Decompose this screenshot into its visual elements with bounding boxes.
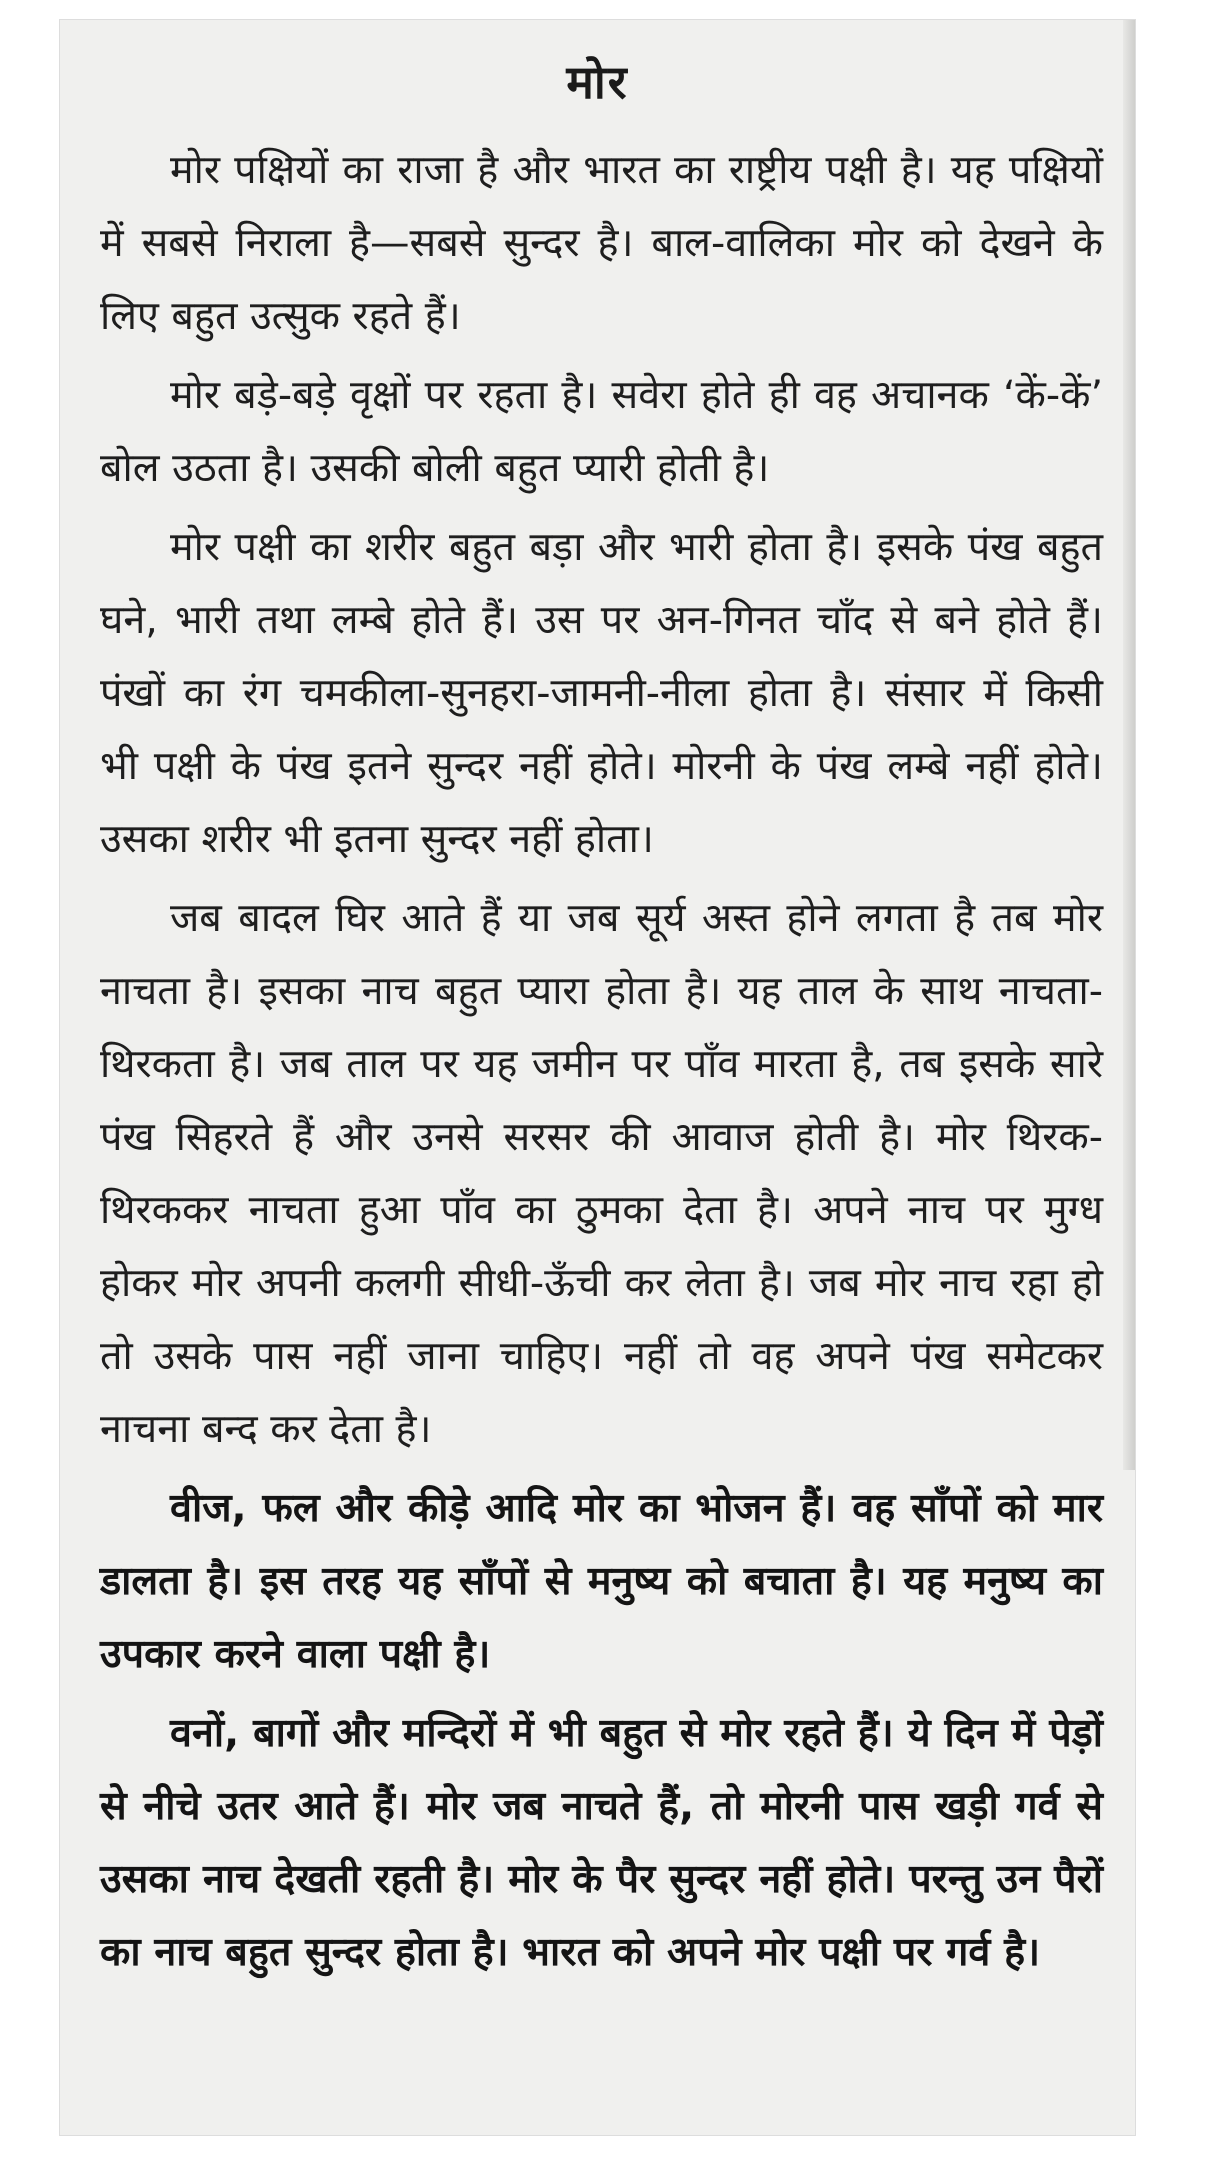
essay-body [60,134,1135,1989]
paragraph-5: वीज, फल और कीड़े आदि मोर का भोजन हैं। वह साँपों को मार डालता है। इस तरह यह साँपों से मनुष्य को बचाता है। यह मनुष्य का उपकार करने वाला पक्षी है। [100,1485,1103,1677]
paragraph-4: जब बादल घिर आते हैं या जब सूर्य अस्त होने लगता है तब मोर नाचता है। इसका नाच बहुत प्यारा होता है। यह ताल के साथ नाचता-थिरकता है। जब ताल पर यह जमीन पर पाँव मारता है, तब इसके सारे पंख सिहरते हैं और उनसे सरसर की आवाज होती है। मोर थिरक-थिरककर नाचता हुआ पाँव का ठुमका देता है। अपने नाच पर मुग्ध होकर मोर अपनी कलगी सीधी-ऊँची कर लेता है। जब मोर नाच रहा हो तो उसके पास नहीं जाना चाहिए। नहीं तो वह अपने पंख समेटकर नाचना बन्द कर देता है। [100,895,1103,1452]
paragraph-6: वनों, बागों और मन्दिरों में भी बहुत से मोर रहते हैं। ये दिन में पेड़ों से नीचे उतर आते हैं। मोर जब नाचते हैं, तो मोरनी पास खड़ी गर्व से उसका नाच देखती रहती है। मोर के पैर सुन्दर नहीं होते। परन्तु उन पैरों का नाच बहुत सुन्दर होता है। भारत को अपने मोर पक्षी पर गर्व है। [100,1710,1103,1975]
paragraph-1: मोर पक्षियों का राजा है और भारत का राष्ट्रीय पक्षी है। यह पक्षियों में सबसे निराला है—सबसे सुन्दर है। बाल-वालिका मोर को देखने के लिए बहुत उत्सुक रहते हैं। [100,147,1103,339]
paragraph-2: मोर बड़े-बड़े वृक्षों पर रहता है। सवेरा होते ही वह अचानक ‘कें-कें’ बोल उठता है। उसकी बोली बहुत प्यारी होती है। [100,372,1103,491]
scanned-page [60,20,1135,2135]
essay-title: मोर [566,55,629,109]
paragraph-3: मोर पक्षी का शरीर बहुत बड़ा और भारी होता है। इसके पंख बहुत घने, भारी तथा लम्बे होते हैं। उस पर अन-गिनत चाँद से बने होते हैं। पंखों का रंग चमकीला-सुनहरा-जामनी-नीला होता है। संसार में किसी भी पक्षी के पंख इतने सुन्दर नहीं होते। मोरनी के पंख लम्बे नहीं होते। उसका शरीर भी इतना सुन्दर नहीं होता। [100,524,1103,862]
scan-edge-shadow [1123,20,1135,1470]
